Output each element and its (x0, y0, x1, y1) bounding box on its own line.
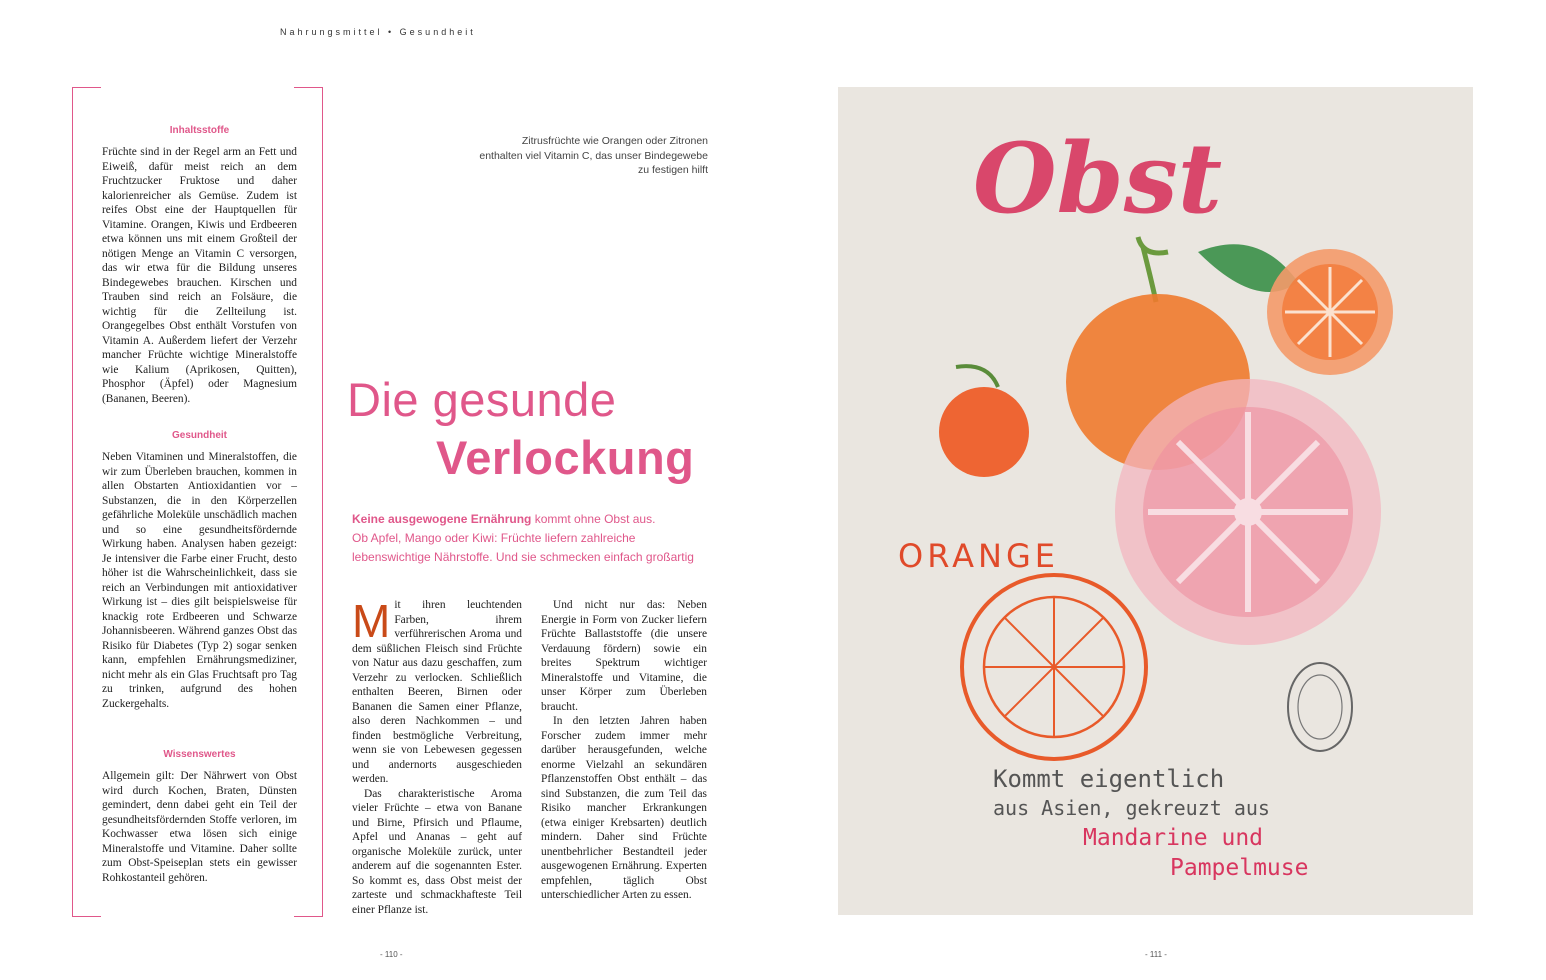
illustration-title: Obst (973, 122, 1223, 235)
sidebar-section-text: Früchte sind in der Regel arm an Fett und Eiweiß, dafür meist reich an dem Fruchtzucker Fruktose und daher kalorienreicher als Gemüse. Zudem ist reifes Obst eine der Hauptquellen für Vitamine. Orangen, Kiwis und Erdbeeren etwa können uns mit einem Großteil der nötigen Menge an Vitamin C versorgen, das wir etwa für die Bildung unseres Bindegewebes brauchen. Kirschen und Trauben sind reich an Folsäure, die wichtig für die Zellteilung ist. Orangegelbes Obst enthält Vorstufen von Vitamin A. Außerdem liefert der Verzehr mancher Früchte wichtige Mineralstoffe wie Kalium (Aprikosen, Quitten), Phosphor (Äpfel) oder Magnesium (Bananen, Beeren). (102, 146, 297, 405)
sidebar-bracket-right (294, 87, 323, 917)
sidebar-section-gesundheit (102, 430, 297, 711)
drop-cap: M (352, 595, 391, 647)
lead-line2: Ob Apfel, Mango oder Kiwi: Früchte liefern zahlreiche lebenswichtige Nährstoffe. Und sie schmecken einfach großartig (352, 531, 694, 564)
stem-icon (1138, 237, 1168, 302)
page-number-left: - 110 - (380, 950, 403, 959)
image-caption: Zitrusfrüchte wie Orangen oder Zitronen enthalten viel Vitamin C, das unser Bindegewebe zu festigen hilft (479, 135, 708, 176)
lead-paragraph (352, 510, 712, 567)
fruit-illustration (838, 87, 1473, 915)
small-orange-icon (939, 387, 1029, 477)
body-paragraph: Und nicht nur das: Neben Energie in Form von Zucker liefern Früchte Ballaststoffe (die unsere Verdauung fördern) sowie ein breites Spektrum wichtiger Mineralstoffe und Vitamine, die unser Körper zum Überleben braucht. (541, 599, 707, 713)
page-number-right: - 111 - (1145, 950, 1167, 959)
sidebar-section-inhaltsstoffe (102, 125, 297, 406)
illustration-svg (838, 87, 1473, 915)
headline-line1: Die gesunde (347, 373, 617, 426)
body-paragraph: In den letzten Jahren haben Forscher zudem immer mehr darüber herausgefunden, welche enorme Vielzahl an sekundären Pflanzenstoffen Obst enthält – das sind Substanzen, die zum Teil das Risiko mancher Erkrankungen (etwa einiger Krebsarten) deutlich mindern. Daher sind Früchte unentbehrlicher Bestandteil jeder ausgewogenen Ernährung. Experten empfehlen, täglich Obst unterschiedlicher Arten zu essen. (541, 715, 707, 901)
note-line-1: Kommt eigentlich (993, 765, 1225, 793)
sidebar-section-title: Wissenswertes (163, 749, 236, 760)
sidebar-section-wissenswertes (102, 749, 297, 885)
note-line-4: Pampelmuse (1170, 855, 1309, 881)
body-paragraph: Das charakteristische Aroma vieler Früchte – etwa von Banane und Birne, Pfirsich und Pflaume, Apfel und Ananas – geht auf organische Moleküle zurück, unter anderem auf die sogenannten Ester. So kommt es, dass Obst meist der zarteste und schmackhafteste Teil einer Pflanze ist. (352, 787, 522, 916)
note-line-2: aus Asien, gekreuzt aus (993, 796, 1270, 820)
sidebar-section-text: Allgemein gilt: Der Nährwert von Obst wird durch Kochen, Braten, Dünsten gemindert, denn dabei geht ein Teil der gesundheitsfördernden Stoffe verloren, im Kochwasser etwa lösen sich einige Mineralstoffe und Vitamine. Daher sollte zum Obst-Speiseplan stets ein gewisser Rohkostanteil gehören. (102, 770, 297, 884)
info-sidebar (72, 87, 323, 915)
lead-bold: Keine ausgewogene Ernährung (352, 512, 532, 526)
lead-rest: kommt ohne Obst aus. (531, 512, 656, 526)
body-paragraph: it ihren leuchtenden Farben, ihrem verführerischen Aroma und dem süßlichen Fleisch sind Früchte von Natur aus dazu geschaffen, zum Verzehr zu verlocken. Schließlich enthalten Beeren, Birnen oder Bananen die Samen einer Pflanze, also deren Nachkommen – und finden bestmögliche Verbreitung, wenn sie von Lebewesen gegessen und andernorts ausgeschieden werden. (352, 599, 522, 785)
breadcrumb: Nahrungsmittel • Gesundheit (280, 27, 476, 37)
sidebar-section-text: Neben Vitaminen und Mineralstoffen, die wir zum Überleben brauchen, kommen in allen Obstarten Antioxidantien vor – Substanzen, die in den Körperzellen gefährliche Moleküle unschädlich machen und so eine gesundheitsfördernde Wirkung haben. Analysen haben gezeigt: Je intensiver die Farbe einer Frucht, desto höher ist die Wahrscheinlichkeit, dass sie reich an Verbindungen mit antioxidativer Wirkung ist – dies gilt beispielsweise für knackig rote Erdbeeren und Schwarze Johannisbeeren. Während ganzes Obst das Risiko für Diabetes (Typ 2) sogar senken kann, empfehlen Ernährungsmediziner, nicht mehr als ein Glas Fruchtsaft pro Tag zu trinken, aufgrund des hohen Zuckergehalts. (102, 451, 297, 710)
sidebar-bracket-left (72, 87, 101, 917)
orange-label: ORANGE (898, 537, 1059, 575)
sidebar-section-title: Gesundheit (171, 430, 227, 441)
body-column-2 (541, 598, 707, 903)
headline-line2: Verlockung (436, 431, 695, 484)
sidebar-section-title: Inhaltsstoffe (169, 125, 230, 136)
orange-slice-segments (1285, 267, 1375, 357)
note-line-3: Mandarine und (1083, 825, 1264, 851)
stem-icon (956, 366, 998, 387)
body-column-1 (352, 595, 522, 917)
